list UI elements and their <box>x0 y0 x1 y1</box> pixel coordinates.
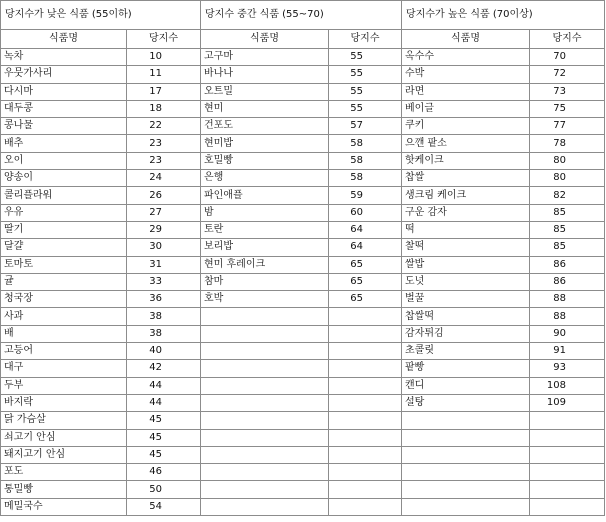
high-gi-gi-value: 80 <box>530 170 605 187</box>
low-gi-value-header: 당지수 <box>127 30 201 49</box>
low-gi-gi-value: 22 <box>127 118 201 135</box>
empty-cell <box>329 325 402 342</box>
low-gi-gi-value: 17 <box>127 83 201 100</box>
mid-gi-gi-value: 58 <box>329 152 402 169</box>
low-gi-food-name: 녹차 <box>1 49 127 66</box>
table-row <box>1 360 605 377</box>
mid-gi-value-header: 당지수 <box>329 30 402 49</box>
high-gi-gi-value: 86 <box>530 256 605 273</box>
empty-cell <box>329 412 402 429</box>
mid-gi-gi-value: 64 <box>329 239 402 256</box>
low-gi-food-name: 쇠고기 안심 <box>1 429 127 446</box>
low-gi-gi-value: 10 <box>127 49 201 66</box>
high-gi-food-name: 찰떡 <box>402 239 530 256</box>
high-gi-food-name: 도넛 <box>402 273 530 290</box>
high-gi-value-header: 당지수 <box>530 30 605 49</box>
table-row <box>1 412 605 429</box>
low-gi-food-name: 고등어 <box>1 343 127 360</box>
mid-gi-food-name: 건포도 <box>201 118 329 135</box>
low-gi-food-name: 대구 <box>1 360 127 377</box>
mid-gi-food-name: 호박 <box>201 291 329 308</box>
low-gi-gi-value: 38 <box>127 308 201 325</box>
table-row <box>1 273 605 290</box>
mid-gi-gi-value: 65 <box>329 256 402 273</box>
mid-gi-food-name: 바나나 <box>201 66 329 83</box>
table-row <box>1 256 605 273</box>
table-row <box>1 464 605 481</box>
table-row <box>1 325 605 342</box>
low-gi-food-name: 귤 <box>1 273 127 290</box>
empty-cell <box>329 481 402 498</box>
low-gi-food-name: 우유 <box>1 204 127 221</box>
high-gi-title: 당지수가 높은 식품 (70이상) <box>402 1 605 30</box>
high-gi-gi-value: 85 <box>530 239 605 256</box>
empty-cell <box>201 464 329 481</box>
high-gi-gi-value: 108 <box>530 377 605 394</box>
high-gi-gi-value: 73 <box>530 83 605 100</box>
low-gi-food-name: 대두콩 <box>1 100 127 117</box>
empty-cell <box>402 446 530 463</box>
mid-gi-name-header: 식품명 <box>201 30 329 49</box>
high-gi-food-name: 구운 감자 <box>402 204 530 221</box>
high-gi-food-name: 수박 <box>402 66 530 83</box>
low-gi-food-name: 콩나물 <box>1 118 127 135</box>
table-row <box>1 100 605 117</box>
low-gi-food-name: 청국장 <box>1 291 127 308</box>
high-gi-food-name: 설탕 <box>402 394 530 411</box>
empty-cell <box>201 498 329 515</box>
low-gi-gi-value: 38 <box>127 325 201 342</box>
high-gi-name-header: 식품명 <box>402 30 530 49</box>
empty-cell <box>402 498 530 515</box>
high-gi-food-name: 팥빵 <box>402 360 530 377</box>
low-gi-gi-value: 23 <box>127 152 201 169</box>
mid-gi-food-name: 현미 후레이크 <box>201 256 329 273</box>
low-gi-food-name: 두부 <box>1 377 127 394</box>
low-gi-food-name: 딸기 <box>1 221 127 238</box>
table-row <box>1 394 605 411</box>
low-gi-food-name: 우뭇가사리 <box>1 66 127 83</box>
empty-cell <box>329 360 402 377</box>
high-gi-gi-value: 93 <box>530 360 605 377</box>
high-gi-gi-value: 77 <box>530 118 605 135</box>
table-row <box>1 118 605 135</box>
low-gi-gi-value: 45 <box>127 446 201 463</box>
table-row <box>1 446 605 463</box>
low-gi-gi-value: 27 <box>127 204 201 221</box>
low-gi-gi-value: 30 <box>127 239 201 256</box>
high-gi-gi-value: 78 <box>530 135 605 152</box>
high-gi-food-name: 초콜릿 <box>402 343 530 360</box>
empty-cell <box>201 377 329 394</box>
table-row <box>1 343 605 360</box>
table-row <box>1 152 605 169</box>
high-gi-food-name: 벌꿀 <box>402 291 530 308</box>
high-gi-gi-value: 85 <box>530 204 605 221</box>
low-gi-gi-value: 26 <box>127 187 201 204</box>
empty-cell <box>329 308 402 325</box>
mid-gi-gi-value: 65 <box>329 273 402 290</box>
low-gi-gi-value: 24 <box>127 170 201 187</box>
table-row <box>1 308 605 325</box>
empty-cell <box>402 412 530 429</box>
low-gi-gi-value: 40 <box>127 343 201 360</box>
high-gi-food-name: 생크림 케이크 <box>402 187 530 204</box>
high-gi-food-name: 감자튀김 <box>402 325 530 342</box>
empty-cell <box>530 429 605 446</box>
high-gi-gi-value: 109 <box>530 394 605 411</box>
high-gi-gi-value: 72 <box>530 66 605 83</box>
low-gi-food-name: 콜리플라워 <box>1 187 127 204</box>
high-gi-food-name: 옥수수 <box>402 49 530 66</box>
high-gi-food-name: 캔디 <box>402 377 530 394</box>
mid-gi-gi-value: 58 <box>329 170 402 187</box>
low-gi-food-name: 양송이 <box>1 170 127 187</box>
low-gi-food-name: 사과 <box>1 308 127 325</box>
high-gi-gi-value: 88 <box>530 308 605 325</box>
mid-gi-gi-value: 60 <box>329 204 402 221</box>
table-row <box>1 498 605 515</box>
high-gi-food-name: 쌀밥 <box>402 256 530 273</box>
low-gi-name-header: 식품명 <box>1 30 127 49</box>
high-gi-gi-value: 75 <box>530 100 605 117</box>
high-gi-food-name: 찹쌀 <box>402 170 530 187</box>
table-row <box>1 170 605 187</box>
empty-cell <box>530 464 605 481</box>
mid-gi-gi-value: 55 <box>329 49 402 66</box>
low-gi-food-name: 닭 가슴살 <box>1 412 127 429</box>
empty-cell <box>329 464 402 481</box>
mid-gi-gi-value: 58 <box>329 135 402 152</box>
empty-cell <box>201 343 329 360</box>
low-gi-food-name: 오이 <box>1 152 127 169</box>
mid-gi-food-name: 고구마 <box>201 49 329 66</box>
high-gi-food-name: 떡 <box>402 221 530 238</box>
table-row <box>1 221 605 238</box>
high-gi-food-name: 찹쌀떡 <box>402 308 530 325</box>
empty-cell <box>201 481 329 498</box>
low-gi-gi-value: 11 <box>127 66 201 83</box>
empty-cell <box>201 446 329 463</box>
high-gi-food-name: 쿠키 <box>402 118 530 135</box>
table-row <box>1 377 605 394</box>
low-gi-gi-value: 29 <box>127 221 201 238</box>
low-gi-gi-value: 50 <box>127 481 201 498</box>
mid-gi-food-name: 밤 <box>201 204 329 221</box>
empty-cell <box>201 325 329 342</box>
high-gi-gi-value: 88 <box>530 291 605 308</box>
low-gi-gi-value: 33 <box>127 273 201 290</box>
low-gi-gi-value: 44 <box>127 394 201 411</box>
empty-cell <box>402 429 530 446</box>
empty-cell <box>329 446 402 463</box>
low-gi-gi-value: 45 <box>127 429 201 446</box>
low-gi-food-name: 다시마 <box>1 83 127 100</box>
high-gi-food-name: 으깬 팥소 <box>402 135 530 152</box>
mid-gi-food-name: 은행 <box>201 170 329 187</box>
empty-cell <box>530 481 605 498</box>
group-title-row <box>1 1 605 30</box>
table-row <box>1 291 605 308</box>
mid-gi-gi-value: 55 <box>329 66 402 83</box>
low-gi-gi-value: 42 <box>127 360 201 377</box>
mid-gi-food-name: 현미밥 <box>201 135 329 152</box>
table-row <box>1 83 605 100</box>
high-gi-gi-value: 80 <box>530 152 605 169</box>
low-gi-gi-value: 44 <box>127 377 201 394</box>
column-header-row <box>1 30 605 49</box>
high-gi-gi-value: 86 <box>530 273 605 290</box>
high-gi-gi-value: 82 <box>530 187 605 204</box>
mid-gi-gi-value: 55 <box>329 83 402 100</box>
empty-cell <box>201 360 329 377</box>
low-gi-gi-value: 45 <box>127 412 201 429</box>
low-gi-food-name: 배 <box>1 325 127 342</box>
empty-cell <box>329 498 402 515</box>
low-gi-gi-value: 36 <box>127 291 201 308</box>
empty-cell <box>402 481 530 498</box>
empty-cell <box>201 429 329 446</box>
empty-cell <box>329 343 402 360</box>
mid-gi-food-name: 오트밀 <box>201 83 329 100</box>
empty-cell <box>201 412 329 429</box>
low-gi-food-name: 통밀빵 <box>1 481 127 498</box>
empty-cell <box>329 377 402 394</box>
low-gi-food-name: 메밀국수 <box>1 498 127 515</box>
empty-cell <box>201 308 329 325</box>
low-gi-gi-value: 54 <box>127 498 201 515</box>
mid-gi-gi-value: 59 <box>329 187 402 204</box>
low-gi-gi-value: 31 <box>127 256 201 273</box>
empty-cell <box>530 446 605 463</box>
mid-gi-food-name: 현미 <box>201 100 329 117</box>
empty-cell <box>402 464 530 481</box>
table-row <box>1 204 605 221</box>
low-gi-gi-value: 46 <box>127 464 201 481</box>
empty-cell <box>329 429 402 446</box>
high-gi-food-name: 라면 <box>402 83 530 100</box>
low-gi-food-name: 배추 <box>1 135 127 152</box>
high-gi-food-name: 베이글 <box>402 100 530 117</box>
table-row <box>1 239 605 256</box>
table-row <box>1 135 605 152</box>
low-gi-food-name: 바지락 <box>1 394 127 411</box>
low-gi-gi-value: 23 <box>127 135 201 152</box>
mid-gi-food-name: 호밀빵 <box>201 152 329 169</box>
high-gi-gi-value: 90 <box>530 325 605 342</box>
low-gi-food-name: 돼지고기 안심 <box>1 446 127 463</box>
empty-cell <box>201 394 329 411</box>
mid-gi-gi-value: 64 <box>329 221 402 238</box>
low-gi-food-name: 토마토 <box>1 256 127 273</box>
table-row <box>1 481 605 498</box>
high-gi-gi-value: 70 <box>530 49 605 66</box>
mid-gi-gi-value: 55 <box>329 100 402 117</box>
low-gi-gi-value: 18 <box>127 100 201 117</box>
mid-gi-food-name: 토란 <box>201 221 329 238</box>
high-gi-food-name: 핫케이크 <box>402 152 530 169</box>
low-gi-food-name: 달걀 <box>1 239 127 256</box>
table-row <box>1 49 605 66</box>
mid-gi-food-name: 보리밥 <box>201 239 329 256</box>
table-row <box>1 429 605 446</box>
table-row <box>1 66 605 83</box>
high-gi-gi-value: 91 <box>530 343 605 360</box>
low-gi-food-name: 포도 <box>1 464 127 481</box>
mid-gi-food-name: 참마 <box>201 273 329 290</box>
low-gi-title: 당지수가 낮은 식품 (55이하) <box>1 1 201 30</box>
empty-cell <box>530 498 605 515</box>
empty-cell <box>530 412 605 429</box>
mid-gi-food-name: 파인애플 <box>201 187 329 204</box>
mid-gi-gi-value: 65 <box>329 291 402 308</box>
high-gi-gi-value: 85 <box>530 221 605 238</box>
mid-gi-title: 당지수 중간 식품 (55~70) <box>201 1 402 30</box>
empty-cell <box>329 394 402 411</box>
mid-gi-gi-value: 57 <box>329 118 402 135</box>
table-row <box>1 187 605 204</box>
